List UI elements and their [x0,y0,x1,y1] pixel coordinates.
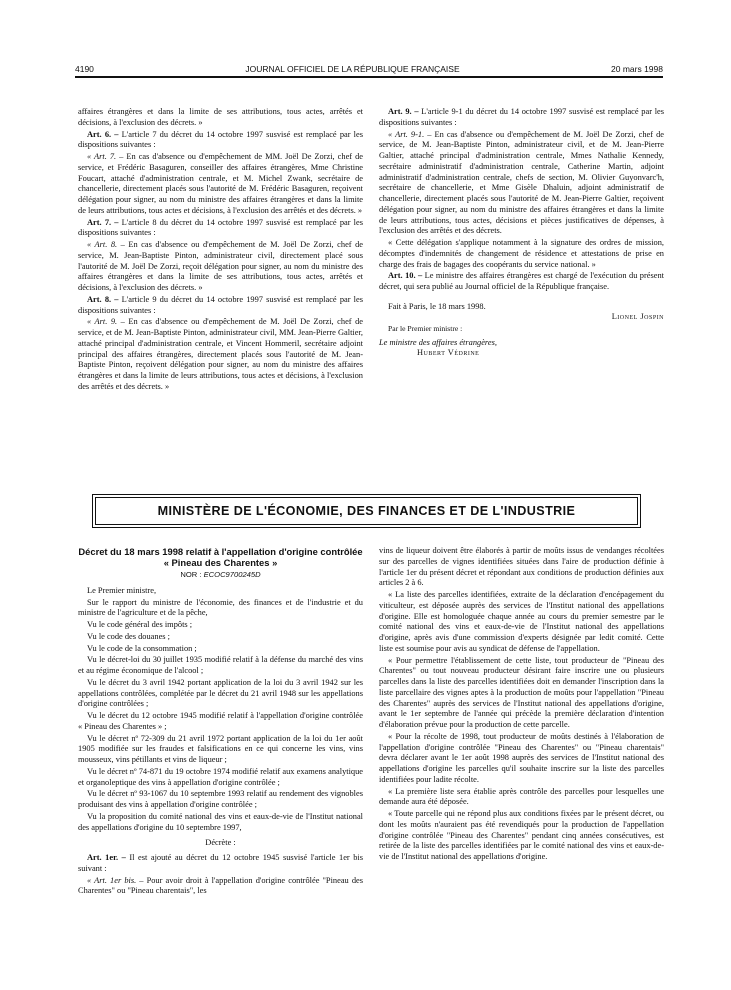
article-lead: Art. 6. – [87,129,119,139]
paragraph-text: Il est ajouté au décret du 12 octobre 1945 susvisé l'article 1er bis suivant : [78,853,363,873]
paragraph-text: « La première liste sera établie après contrôle des parcelles pour lesquelles une demande aura été déposée. [379,786,664,807]
paragraph-text: Vu le décret nº 72-309 du 21 avril 1972 portant application de la loi du 1er août 1905 modifiée sur les fraudes et falsifications en ce qui concerne les vins, vins mousseux, vins pétillants et vins de liqueur ; [78,733,363,764]
paragraph [78,240,363,294]
paragraph [78,711,363,733]
paragraph-text: Vu le décret nº 93-1067 du 10 septembre 1993 relatif au rendement des vignobles produisant des vins à appellation d'origine contrôlée ; [78,789,363,809]
paragraph-text: L'article 9 du décret du 14 octobre 1997 susvisé est remplacé par les dispositions suivantes : [78,294,363,315]
paragraph [379,107,664,129]
paragraph [78,812,363,834]
article-lead: « Art. 8. – [87,240,125,249]
article-lead: « Art. 9. – [87,317,125,327]
paragraph-text: affaires étrangères et dans la limite de ses attributions, tous actes, arrêtés et décisions, à l'exclusion des décrets. » [78,107,363,127]
decrete-heading: Décrète : [205,838,236,848]
paragraph-text: Sur le rapport du ministre de l'économie, des finances et de l'industrie et du ministre de l'agriculture et de la pêche, [78,597,363,618]
decree-title: Décret du 18 mars 1998 relatif à l'appellation d'origine contrôlée « Pineau des Charentes » [78,546,363,568]
paragraph [78,152,363,217]
paragraph [78,107,363,129]
paragraph-text: vins de liqueur doivent être élaborés à partir de moûts issus de vendanges récoltées sur des parcelles de vignes identifiées situées dans l'aire de production définie à l'article 1er du présent décret et répondant aux conditions de production définies aux articles 2 à 6. [379,546,664,588]
paragraph-text: Le Premier ministre, [87,585,157,595]
upper-right-column [379,107,664,360]
signatory: Lionel Jospin [611,311,664,321]
paragraph [78,734,363,766]
article-lead: Art. 9. – [388,107,419,116]
decree-articles [78,853,363,897]
paragraph-text: Vu le décret du 12 octobre 1945 modifié relatif à l'appellation d'origine contrôlée « Pineau des Charentes » ; [78,711,363,731]
paragraph-text: Le ministre des affaires étrangères est chargé de l'exécution du présent décret, qui sera publié au Journal officiel de la République française. [379,271,664,291]
article-lead: Art. 10. – [388,271,423,281]
paragraph [78,876,363,898]
paragraph-text: Vu le décret-loi du 30 juillet 1935 modifié relatif à la défense du marché des vins et au régime économique de l'alcool ; [78,655,363,675]
paragraph-text: Vu le code de la consommation ; [87,643,197,653]
paragraph [379,732,664,786]
paragraph [78,620,363,631]
paragraph [379,238,664,270]
paragraph [78,586,363,597]
upper-left-column [78,107,363,394]
paragraph-text: L'article 8 du décret du 14 octobre 1997 susvisé est remplacé par les dispositions suivantes : [78,217,363,238]
paragraph [379,656,664,731]
paragraph-text: « Toute parcelle qui ne répond plus aux conditions fixées par le présent décret, ou dont les moûts n'auraient pas été revendiqués pour la production de l'appellation d'origine contrôlée "Pineau des Charentes" pendant cinq années consécutives, est retirée de la liste des parcelles identifiées par le comité national des vins et eaux-de-vie de l'Institut national des appellations d'origine. [379,809,664,861]
paragraph [78,598,363,620]
paragraph [379,590,664,655]
lower-left-column [78,546,363,898]
by-prime-minister: Par le Premier ministre : [388,324,463,334]
article-lead: « Art. 9-1. – [388,129,432,139]
signed-at: Fait à Paris, le 18 mars 1998. [388,301,486,311]
minister-title: Le ministre des affaires étrangères, [379,338,497,347]
article-lead: Art. 1er. – [87,853,126,862]
article-lead: Art. 7. – [87,217,119,227]
paragraph [78,767,363,789]
header-rule [75,76,663,78]
paragraph-text: En cas d'absence ou d'empêchement de M. Joël De Zorzi, chef de service, et de M. Jean-Baptiste Pinton, administrateur civil, MM. Jean-Pierre Galtier, attaché principal d'administration centrale, et Vincent Hommeril, secrétaire adjoint principal des affaires étrangères, directement placés sous l'autorité de M. Jean-Baptiste Pinton, reçoivent délégation pour signer, au nom du ministre des affaires étrangères et dans la limite de leurs attributions, tous actes et décisions, à l'exclusion des arrêtés et des décrets. » [78,317,363,391]
paragraph-text: « Pour permettre l'établissement de cette liste, tout producteur de "Pineau des Charentes" ou tout nouveau producteur désirant faire inscrire une ou plusieurs parcelles dans la liste des parcelles identifiées doit en demander l'inscription dans la liste parcellaire des vignes aptes à la production de moûts pour l'appellation "Pineau des Charentes" auprès des services de l'Institut national des appellations d'origine, avant le 1er septembre de l'année qui précède la première déclaration d'intention d'élaboration prévue pour la production de cette parcelle. [379,655,664,729]
paragraph-text: Vu le code des douanes ; [87,631,170,641]
paragraph-text: « Cette délégation s'applique notamment à la signature des ordres de mission, décomptes d'indemnités de changement de résidence et attestations de prise en charge des frais de bagages des coopérants du service national. » [379,238,664,269]
nor-reference: NOR : ECOC9700245D [180,570,261,579]
journal-title: JOURNAL OFFICIEL DE LA RÉPUBLIQUE FRANÇAISE [245,64,460,74]
page-number: 4190 [75,64,94,74]
paragraph-text: Vu le décret du 3 avril 1942 portant application de la loi du 3 avril 1942 sur les appellations contrôlées, complétée par le décret du 21 avril 1948 sur les appellations d'origine contrôlées ; [78,677,363,709]
upper-right-articles [379,107,664,293]
paragraph [78,678,363,710]
minister-name: Hubert Védrine [417,347,480,357]
paragraph [78,655,363,677]
paragraph [78,218,363,240]
article-lead: « Art. 1er bis. – [87,875,144,885]
lower-right-column [379,546,664,864]
paragraph [379,787,664,809]
paragraph-text: « La liste des parcelles identifiées, extraite de la déclaration d'encépagement du viticulteur, est déposée auprès des services de l'Institut national des appellations d'origine. Elle est homologuée chaque année au cours du premier semestre par le comité national des vins et eaux-de-vie de l'Institut national des appellations d'origine, après avis d'une commission d'experts désignée par ledit comité. Cette liste est soumise pour avis au syndicat de défense de l'appellation. [379,590,664,653]
paragraph-text: L'article 7 du décret du 14 octobre 1997 susvisé est remplacé par les dispositions suivantes : [78,129,363,150]
paragraph [379,271,664,293]
paragraph [78,295,363,317]
paragraph [379,546,664,589]
paragraph [78,130,363,152]
article-lead: Art. 8. – [87,294,119,304]
page-header [75,58,663,74]
paragraph [78,853,363,875]
paragraph-text: Vu la proposition du comité national des vins et eaux-de-vie de l'Institut national des appellations d'origine du 10 septembre 1997, [78,811,363,832]
paragraph-text: L'article 9-1 du décret du 14 octobre 1997 susvisé est remplacé par les dispositions suivantes : [379,107,664,127]
paragraph-text: En cas d'absence ou d'empêchement de M. Joël De Zorzi, chef de service, de M. Jean-Baptiste Pinton, administrateur civil, et de M. Jean-Pierre Galtier, attaché principal d'administration centrale, Mmes Nathalie Kennedy, secrétaire administratif d'administration centrale, Catherine Martin, adjoint administratif d'administration centrale, chefs de section, M. Olivier Guyonvarc'h, secrétaire de chancellerie, et Mme Gisèle Dhaluin, adjoint administratif de chancellerie, directement placés sous l'autorité de M. Jean-Pierre Galtier, reçoivent délégation pour signer, au nom du ministre des affaires étrangères et dans la limite de leurs attributions, tous actes, décisions et pièces justificatives de dépenses, à l'exclusion des arrêtés et des décrets. [379,129,664,236]
issue-date: 20 mars 1998 [611,64,663,74]
decree-visas [78,586,363,834]
paragraph [379,130,664,238]
ministry-banner: MINISTÈRE DE L'ÉCONOMIE, DES FINANCES ET DE L'INDUSTRIE [95,497,638,525]
paragraph-text: Vu le code général des impôts ; [87,620,193,629]
paragraph-text: Vu le décret nº 74-871 du 19 octobre 1974 modifié relatif aux examens analytique et organoleptique des vins à appellation d'origine contrôlée ; [78,766,363,787]
paragraph [78,789,363,811]
article-lead: « Art. 7. – [87,152,124,161]
paragraph-text: « Pour la récolte de 1998, tout producteur de moûts destinés à l'élaboration de l'appellation d'origine contrôlée "Pineau des Charentes" ou "Pineau charentais" devra déclarer avant le 1er août 1998 auprès des services de l'Institut national des appellations d'origine les parcelles qu'il souhaite inscrire sur la liste des parcelles identifiées pour ladite récolte. [379,731,664,784]
paragraph [379,809,664,863]
paragraph-text: En cas d'absence ou d'empêchement de M. Joël De Zorzi, chef de service, M. Jean-Baptiste Pinton, administrateur civil, directement placé sous l'autorité de M. Joël De Zorzi, reçoit délégation pour signer, au nom du ministre des affaires étrangères et dans la limite de ses attributions, tous actes, arrêtés et décisions, à l'exclusion des décrets. » [78,240,363,292]
paragraph [78,632,363,643]
paragraph [78,644,363,655]
paragraph [78,317,363,392]
paragraph-text: Pour avoir droit à l'appellation d'origine contrôlée "Pineau des Charentes" ou "Pineau charentais", les [78,875,363,896]
paragraph-text: En cas d'absence ou d'empêchement de MM. Joël De Zorzi, chef de service, et Frédéric Basaguren, conseiller des affaires étrangères, Mme Christine Foucart, attaché d'administration centrale, et M. Michel Zwank, secrétaire de chancellerie, directement placés sous l'autorité de M. Frédéric Basaguren, reçoivent délégation pour signer, au nom du ministre des affaires étrangères et dans la limite de leurs attributions, tous actes et décisions, à l'exclusion des arrêtés et des décrets. » [78,152,364,215]
